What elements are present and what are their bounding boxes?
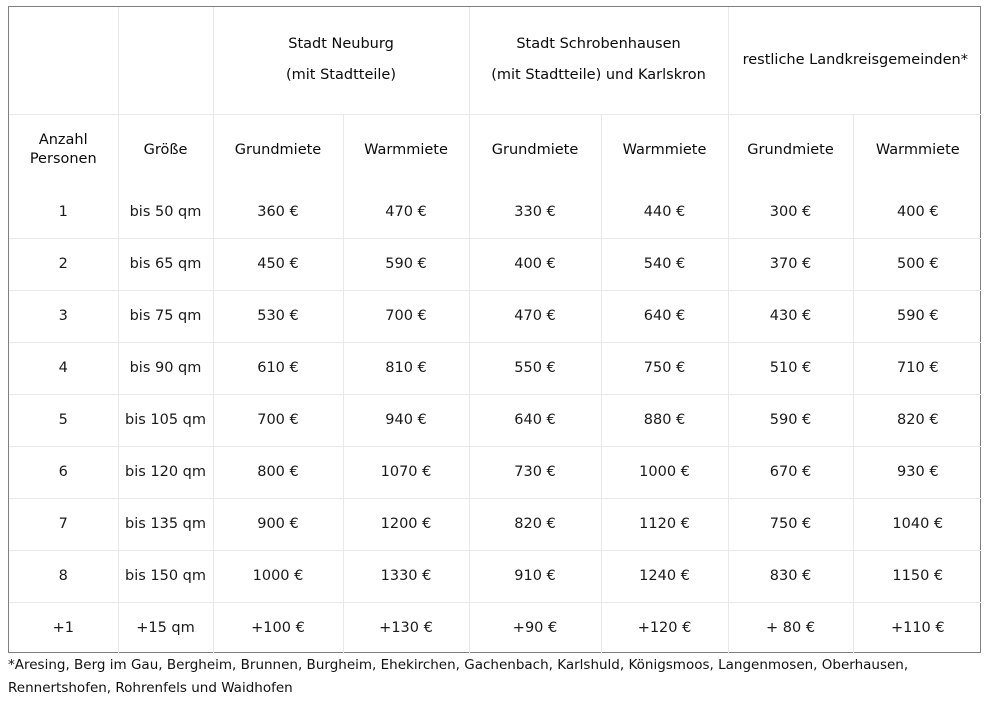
cell-neuburg-warmmiete: 1070 € xyxy=(343,446,469,498)
column-header-neuburg-warmmiete: Warmmiete xyxy=(343,114,469,186)
group-header-empty-groesse xyxy=(118,7,213,114)
rent-limits-table-container xyxy=(8,6,981,653)
table-row xyxy=(9,186,982,238)
cell-landkreis-warmmiete: 1040 € xyxy=(853,498,982,550)
cell-groesse: bis 65 qm xyxy=(118,238,213,290)
cell-neuburg-grundmiete: 450 € xyxy=(213,238,343,290)
group-header-stadt-schrobenhausen xyxy=(469,7,728,114)
cell-schrobenhausen-warmmiete: +120 € xyxy=(601,602,728,654)
column-header-anzahl-personen xyxy=(9,114,118,186)
cell-schrobenhausen-warmmiete: 1000 € xyxy=(601,446,728,498)
cell-schrobenhausen-warmmiete: 1120 € xyxy=(601,498,728,550)
table-row xyxy=(9,238,982,290)
cell-schrobenhausen-grundmiete: 640 € xyxy=(469,394,601,446)
column-header-schrobenhausen-warmmiete: Warmmiete xyxy=(601,114,728,186)
cell-neuburg-warmmiete: 590 € xyxy=(343,238,469,290)
table-row xyxy=(9,290,982,342)
column-header-anzahl-line2: Personen xyxy=(29,151,97,168)
table-body xyxy=(9,186,982,654)
column-header-neuburg-grundmiete: Grundmiete xyxy=(213,114,343,186)
table-row xyxy=(9,342,982,394)
cell-neuburg-grundmiete: +100 € xyxy=(213,602,343,654)
rent-limits-table xyxy=(9,7,982,654)
cell-schrobenhausen-grundmiete: 470 € xyxy=(469,290,601,342)
cell-groesse: bis 50 qm xyxy=(118,186,213,238)
group-header-stadt-schrobenhausen-line2: (mit Stadtteile) und Karlskron xyxy=(491,67,706,84)
group-header-stadt-neuburg-line1: Stadt Neuburg xyxy=(288,36,394,53)
cell-anzahl-personen: 3 xyxy=(9,290,118,342)
footnote-line-1: *Aresing, Berg im Gau, Bergheim, Brunnen, Burgheim, Ehekirchen, Gachenbach, Karlshuld, Königsmoos, Langenmosen, Oberhausen, xyxy=(8,657,909,673)
cell-landkreis-warmmiete: 590 € xyxy=(853,290,982,342)
column-header-row xyxy=(9,114,982,186)
cell-schrobenhausen-warmmiete: 750 € xyxy=(601,342,728,394)
cell-landkreis-grundmiete: 430 € xyxy=(728,290,853,342)
cell-schrobenhausen-grundmiete: +90 € xyxy=(469,602,601,654)
cell-landkreis-grundmiete: + 80 € xyxy=(728,602,853,654)
group-header-restliche-landkreisgemeinden-label: restliche Landkreisgemeinden* xyxy=(742,51,968,68)
column-header-schrobenhausen-grundmiete: Grundmiete xyxy=(469,114,601,186)
cell-neuburg-warmmiete: 1330 € xyxy=(343,550,469,602)
group-header-empty-anzahl xyxy=(9,7,118,114)
column-header-landkreis-warmmiete: Warmmiete xyxy=(853,114,982,186)
cell-landkreis-warmmiete: +110 € xyxy=(853,602,982,654)
cell-neuburg-grundmiete: 1000 € xyxy=(213,550,343,602)
cell-anzahl-personen: +1 xyxy=(9,602,118,654)
cell-anzahl-personen: 1 xyxy=(9,186,118,238)
cell-anzahl-personen: 6 xyxy=(9,446,118,498)
cell-schrobenhausen-grundmiete: 910 € xyxy=(469,550,601,602)
cell-landkreis-grundmiete: 510 € xyxy=(728,342,853,394)
column-header-groesse: Größe xyxy=(118,114,213,186)
cell-neuburg-warmmiete: 940 € xyxy=(343,394,469,446)
cell-landkreis-warmmiete: 1150 € xyxy=(853,550,982,602)
cell-neuburg-warmmiete: 470 € xyxy=(343,186,469,238)
cell-anzahl-personen: 7 xyxy=(9,498,118,550)
cell-landkreis-warmmiete: 710 € xyxy=(853,342,982,394)
cell-landkreis-grundmiete: 370 € xyxy=(728,238,853,290)
cell-neuburg-grundmiete: 700 € xyxy=(213,394,343,446)
group-header-stadt-schrobenhausen-line1: Stadt Schrobenhausen xyxy=(516,36,681,53)
cell-neuburg-warmmiete: 1200 € xyxy=(343,498,469,550)
cell-landkreis-grundmiete: 590 € xyxy=(728,394,853,446)
cell-anzahl-personen: 5 xyxy=(9,394,118,446)
table-header xyxy=(9,7,982,186)
cell-landkreis-grundmiete: 750 € xyxy=(728,498,853,550)
cell-neuburg-grundmiete: 610 € xyxy=(213,342,343,394)
table-row xyxy=(9,394,982,446)
column-header-landkreis-grundmiete: Grundmiete xyxy=(728,114,853,186)
group-header-stadt-neuburg xyxy=(213,7,469,114)
cell-schrobenhausen-warmmiete: 640 € xyxy=(601,290,728,342)
cell-groesse: bis 120 qm xyxy=(118,446,213,498)
cell-schrobenhausen-warmmiete: 440 € xyxy=(601,186,728,238)
cell-neuburg-warmmiete: 810 € xyxy=(343,342,469,394)
cell-neuburg-warmmiete: 700 € xyxy=(343,290,469,342)
footnote-line-2: Rennertshofen, Rohrenfels und Waidhofen xyxy=(8,680,293,696)
cell-groesse: bis 75 qm xyxy=(118,290,213,342)
table-row xyxy=(9,602,982,654)
cell-schrobenhausen-grundmiete: 550 € xyxy=(469,342,601,394)
cell-schrobenhausen-warmmiete: 1240 € xyxy=(601,550,728,602)
cell-groesse: bis 105 qm xyxy=(118,394,213,446)
group-header-row xyxy=(9,7,982,114)
cell-neuburg-grundmiete: 800 € xyxy=(213,446,343,498)
cell-schrobenhausen-warmmiete: 540 € xyxy=(601,238,728,290)
group-header-stadt-neuburg-line2: (mit Stadtteile) xyxy=(286,67,397,84)
footnote xyxy=(8,654,983,700)
cell-landkreis-grundmiete: 830 € xyxy=(728,550,853,602)
group-header-restliche-landkreisgemeinden xyxy=(728,7,982,114)
cell-schrobenhausen-grundmiete: 400 € xyxy=(469,238,601,290)
table-row xyxy=(9,498,982,550)
cell-landkreis-warmmiete: 930 € xyxy=(853,446,982,498)
cell-schrobenhausen-grundmiete: 730 € xyxy=(469,446,601,498)
cell-neuburg-grundmiete: 900 € xyxy=(213,498,343,550)
column-header-anzahl-line1: Anzahl xyxy=(38,132,88,149)
cell-neuburg-grundmiete: 530 € xyxy=(213,290,343,342)
table-row xyxy=(9,550,982,602)
cell-neuburg-warmmiete: +130 € xyxy=(343,602,469,654)
cell-groesse: bis 135 qm xyxy=(118,498,213,550)
cell-groesse: bis 90 qm xyxy=(118,342,213,394)
cell-groesse: +15 qm xyxy=(118,602,213,654)
cell-landkreis-grundmiete: 300 € xyxy=(728,186,853,238)
cell-landkreis-warmmiete: 820 € xyxy=(853,394,982,446)
cell-landkreis-warmmiete: 400 € xyxy=(853,186,982,238)
cell-landkreis-grundmiete: 670 € xyxy=(728,446,853,498)
cell-anzahl-personen: 8 xyxy=(9,550,118,602)
table-row xyxy=(9,446,982,498)
cell-anzahl-personen: 2 xyxy=(9,238,118,290)
cell-groesse: bis 150 qm xyxy=(118,550,213,602)
cell-landkreis-warmmiete: 500 € xyxy=(853,238,982,290)
cell-schrobenhausen-warmmiete: 880 € xyxy=(601,394,728,446)
cell-neuburg-grundmiete: 360 € xyxy=(213,186,343,238)
cell-schrobenhausen-grundmiete: 330 € xyxy=(469,186,601,238)
cell-schrobenhausen-grundmiete: 820 € xyxy=(469,498,601,550)
cell-anzahl-personen: 4 xyxy=(9,342,118,394)
